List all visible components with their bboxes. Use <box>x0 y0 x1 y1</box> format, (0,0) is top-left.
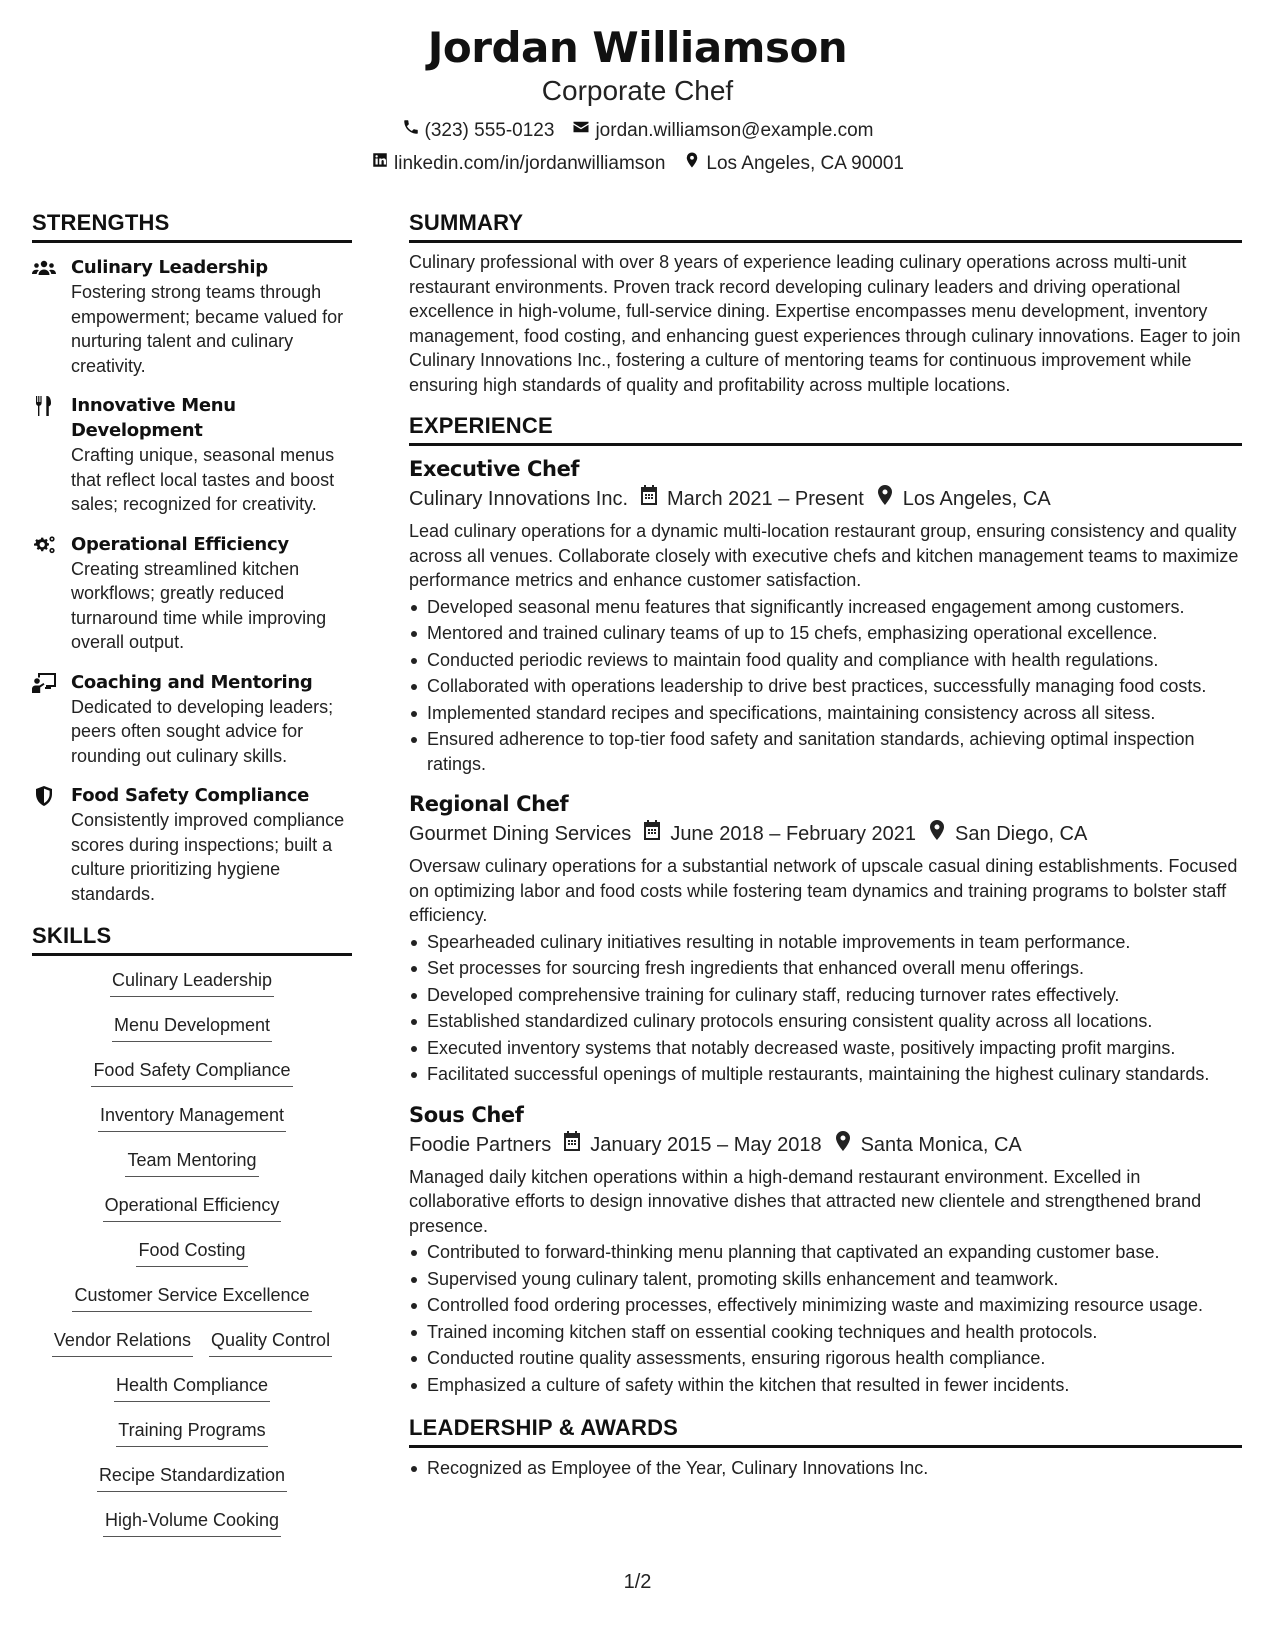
skill-row <box>52 1328 332 1373</box>
strength-description: Creating streamlined kitchen workflows; greatly reduced turnaround time while improving overall output. <box>71 558 327 652</box>
job-bullet: Developed seasonal menu features that significantly increased engagement among customers. <box>409 595 1242 620</box>
strength-description: Crafting unique, seasonal menus that reflect local tastes and boost sales; recognized for creativity. <box>71 445 335 514</box>
job-bullets <box>409 1240 1242 1397</box>
skill-tag: Inventory Management <box>98 1103 286 1132</box>
strengths-section <box>32 208 352 906</box>
job-bullet: Emphasized a culture of safety within the kitchen that resulted in fewer incidents. <box>409 1373 1242 1398</box>
map-pin-icon <box>876 484 894 514</box>
envelope-icon <box>572 118 590 143</box>
candidate-title: Corporate Chef <box>541 75 734 106</box>
calendar-icon <box>640 484 658 514</box>
skill-tag: Vendor Relations <box>52 1328 193 1357</box>
linkedin-icon <box>371 151 389 176</box>
experience-heading: EXPERIENCE <box>409 413 553 438</box>
resume-header <box>0 22 1275 176</box>
job-bullet: Developed comprehensive training for culinary staff, reducing turnover rates effectively. <box>409 983 1242 1008</box>
strength-title: Innovative Menu Development <box>71 395 236 441</box>
skill-row <box>91 1058 292 1103</box>
skill-row <box>72 1283 311 1328</box>
section-divider <box>32 953 352 956</box>
skill-tag: Culinary Leadership <box>110 968 274 997</box>
summary-text: Culinary professional with over 8 years of experience leading culinary operations across multi-unit restaurant environments. Proven track record developing culinary leaders and driving operational excellence in high-volume, full-service dining. Expertise encompasses menu development, inventory management, food costing, and enhancing guest experiences through culinary innovations. Eager to join Culinary Innovations Inc., fostering a culture of mentoring teams for continuous improvement while ensuring high standards of quality and profitability across multiple locations. <box>409 252 1241 395</box>
job-dates-item <box>640 484 864 514</box>
gears-icon <box>32 535 56 555</box>
location-contact <box>683 151 904 176</box>
strength-description: Dedicated to developing leaders; peers often sought advice for rounding out culinary skills. <box>71 696 334 766</box>
job-location: Los Angeles, CA <box>902 488 1051 510</box>
awards-list <box>409 1456 1242 1481</box>
skill-tag: Menu Development <box>112 1013 272 1042</box>
skill-row <box>125 1148 258 1193</box>
skill-tag: High-Volume Cooking <box>103 1508 281 1537</box>
strength-item <box>32 670 352 769</box>
job-title: Regional Chef <box>409 792 569 816</box>
strength-title: Coaching and Mentoring <box>71 671 313 693</box>
job-location-item <box>876 484 1051 514</box>
job-description: Oversaw culinary operations for a substantial network of upscale casual dining establishments. Focused on optimizing labor and food costs while fostering team dynamics and training programs to bolster staff efficiency. <box>409 856 1238 925</box>
email-contact[interactable] <box>572 118 873 143</box>
right-column <box>409 208 1242 1481</box>
job-bullet: Established standardized culinary protocols ensuring consistent quality across all locations. <box>409 1009 1242 1034</box>
job-meta <box>409 819 1242 849</box>
strengths-heading: STRENGTHS <box>32 210 170 235</box>
skills-list <box>32 968 352 1553</box>
job-company: Foodie Partners <box>409 1133 552 1156</box>
section-divider <box>409 443 1242 446</box>
users-icon <box>32 258 56 278</box>
skill-tag: Food Safety Compliance <box>91 1058 292 1087</box>
summary-section <box>409 208 1242 397</box>
job-bullets <box>409 595 1242 777</box>
job-bullet: Collaborated with operations leadership to drive best practices, successfully managing food costs. <box>409 674 1242 699</box>
candidate-name: Jordan Williamson <box>427 23 848 72</box>
job-company: Culinary Innovations Inc. <box>409 488 629 510</box>
linkedin-contact[interactable] <box>371 151 665 176</box>
section-divider <box>409 1445 1242 1448</box>
strength-item <box>32 783 352 906</box>
job-meta <box>409 1130 1242 1160</box>
job-description: Managed daily kitchen operations within a high-demand restaurant environment. Excelled in collaborative efforts to design innovative dishes that attracted new clientele and strengthened brand presence. <box>409 1166 1202 1236</box>
job-bullet: Supervised young culinary talent, promoting skills enhancement and teamwork. <box>409 1267 1242 1292</box>
skill-tag: Quality Control <box>209 1328 332 1357</box>
strength-description: Consistently improved compliance scores during inspections; built a culture prioritizing hygiene standards. <box>71 810 345 904</box>
awards-section <box>409 1413 1242 1481</box>
shield-icon <box>32 786 56 806</box>
summary-heading: SUMMARY <box>409 210 524 235</box>
skills-section <box>32 921 352 1553</box>
skill-row <box>114 1373 270 1418</box>
strength-description: Fostering strong teams through empowerment; became valued for nurturing talent and culinary creativity. <box>71 282 344 376</box>
job-dates: January 2015 – May 2018 <box>590 1133 822 1156</box>
map-pin-icon <box>928 819 946 849</box>
phone-icon <box>402 118 420 143</box>
section-divider <box>32 240 352 243</box>
award-item: Recognized as Employee of the Year, Culinary Innovations Inc. <box>409 1456 1242 1481</box>
teacher-icon <box>32 673 56 693</box>
job-bullet: Ensured adherence to top-tier food safety and sanitation standards, achieving optimal inspection ratings. <box>409 727 1242 776</box>
calendar-icon <box>643 819 661 849</box>
left-column <box>32 208 352 1553</box>
job-description: Lead culinary operations for a dynamic multi-location restaurant group, ensuring consistency and quality across all venues. Collaborate closely with executive chefs and kitchen management teams to maximize performance metrics and enhance customer satisfaction. <box>409 521 1239 590</box>
phone-text: (323) 555-0123 <box>424 119 555 141</box>
job-entry <box>409 789 1242 1087</box>
skill-tag: Operational Efficiency <box>103 1193 282 1222</box>
job-entry <box>409 454 1242 776</box>
job-bullet: Facilitated successful openings of multiple restaurants, maintaining the highest culinary standards. <box>409 1062 1242 1087</box>
awards-heading: LEADERSHIP & AWARDS <box>409 1415 679 1440</box>
map-pin-icon <box>834 1130 852 1160</box>
strength-title: Food Safety Compliance <box>71 785 309 806</box>
job-bullet: Trained incoming kitchen staff on essential cooking techniques and health protocols. <box>409 1320 1242 1345</box>
email-text[interactable]: jordan.williamson@example.com <box>595 119 874 141</box>
strength-item <box>32 393 352 517</box>
skill-row <box>98 1103 286 1148</box>
skills-heading: SKILLS <box>32 923 112 948</box>
location-text: Los Angeles, CA 90001 <box>706 152 904 174</box>
skill-tag: Food Costing <box>136 1238 247 1267</box>
map-pin-icon <box>683 151 701 176</box>
skill-row <box>97 1463 287 1508</box>
job-company: Gourmet Dining Services <box>409 823 632 845</box>
job-dates: March 2021 – Present <box>667 488 864 510</box>
job-title: Sous Chef <box>409 1102 524 1127</box>
skill-tag: Customer Service Excellence <box>72 1283 311 1312</box>
job-bullet: Controlled food ordering processes, effectively minimizing waste and maximizing resource usage. <box>409 1293 1242 1318</box>
skill-row <box>103 1508 281 1553</box>
job-location-item <box>928 819 1087 849</box>
job-meta <box>409 484 1242 514</box>
skill-tag: Health Compliance <box>114 1373 270 1402</box>
strengths-list <box>32 255 352 906</box>
job-bullet: Contributed to forward-thinking menu planning that captivated an expanding customer base. <box>409 1240 1242 1265</box>
skill-row <box>116 1418 267 1463</box>
job-bullets <box>409 930 1242 1087</box>
job-bullet: Spearheaded culinary initiatives resulting in notable improvements in team performance. <box>409 930 1242 955</box>
page-number: 1/2 <box>623 1571 652 1593</box>
job-bullet: Implemented standard recipes and specifications, maintaining consistency across all sitess. <box>409 701 1242 726</box>
skill-tag: Team Mentoring <box>125 1148 258 1177</box>
job-title: Executive Chef <box>409 457 580 481</box>
strength-item <box>32 532 352 655</box>
skill-row <box>112 1013 272 1058</box>
job-location: San Diego, CA <box>955 823 1088 845</box>
section-divider <box>409 240 1242 243</box>
job-dates-item <box>563 1130 821 1160</box>
skill-tag: Recipe Standardization <box>97 1463 287 1492</box>
job-bullet: Conducted routine quality assessments, ensuring rigorous health compliance. <box>409 1346 1242 1371</box>
phone-contact <box>402 118 555 143</box>
strength-title: Operational Efficiency <box>71 533 289 555</box>
job-location: Santa Monica, CA <box>860 1133 1022 1156</box>
job-location-item <box>834 1130 1022 1160</box>
contact-row-1 <box>0 118 1275 143</box>
strength-item <box>32 255 352 378</box>
contact-row-2 <box>0 151 1275 176</box>
strength-title: Culinary Leadership <box>71 257 268 278</box>
skill-row <box>136 1238 247 1283</box>
skill-tag: Training Programs <box>116 1418 267 1447</box>
job-bullet: Set processes for sourcing fresh ingredients that enhanced overall menu offerings. <box>409 956 1242 981</box>
utensils-icon <box>32 396 56 416</box>
job-dates: June 2018 – February 2021 <box>670 823 917 845</box>
job-entry <box>409 1100 1242 1398</box>
calendar-icon <box>563 1130 581 1160</box>
job-dates-item <box>643 819 916 849</box>
skill-row <box>110 968 274 1013</box>
job-bullet: Conducted periodic reviews to maintain food quality and compliance with health regulations. <box>409 648 1242 673</box>
skill-row <box>103 1193 282 1238</box>
job-bullet: Executed inventory systems that notably decreased waste, positively impacting profit margins. <box>409 1036 1242 1061</box>
linkedin-text[interactable]: linkedin.com/in/jordanwilliamson <box>394 152 666 174</box>
job-bullet: Mentored and trained culinary teams of up to 15 chefs, emphasizing operational excellence. <box>409 621 1242 646</box>
experience-section <box>409 411 1242 1397</box>
